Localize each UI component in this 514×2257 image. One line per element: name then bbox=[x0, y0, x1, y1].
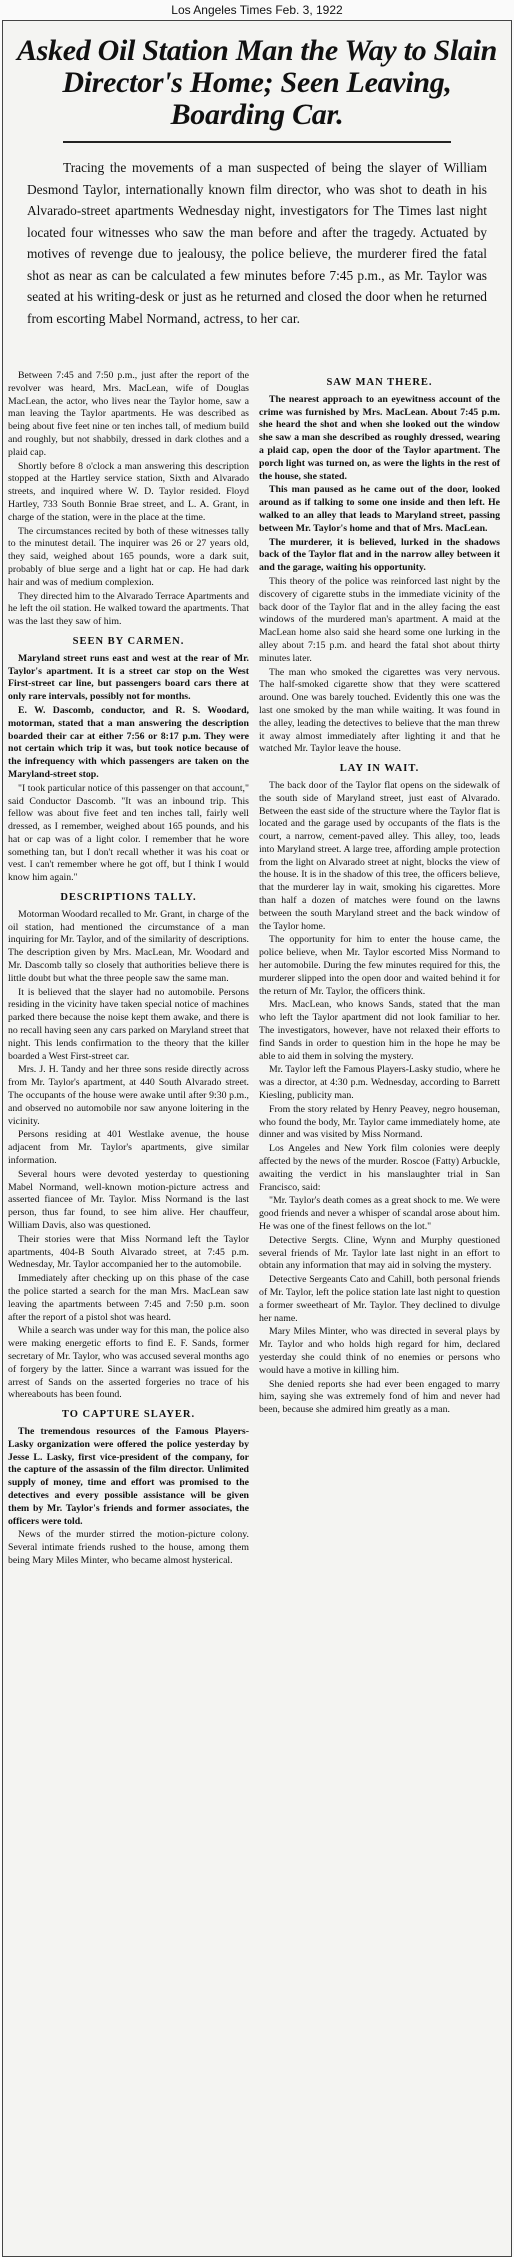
headline-rule bbox=[63, 141, 451, 143]
paragraph: Shortly before 8 o'clock a man answering this description stopped at the Hartley service station, Sixth and Alvarado streets, and inquired where W. D. Taylor resided. Floyd Hartley, 733 South Bonnie Brae street, and L. A. Grant, in charge of the station, were in the place at the time. bbox=[8, 460, 249, 523]
paragraph: "I took particular notice of this passenger on that account," said Conductor Dascomb. "It was an inbound trip. This fellow was about five feet and ten inches tall, fairly well dressed, as I remember, weighed about 165 pounds, and his hat or cap was of a light color. I remember that he wore something tan, but I don't recall whether it was his coat or vest. I can't remember where he got off, but I think I would know him again." bbox=[8, 782, 249, 884]
headline: Asked Oil Station Man the Way to Slain Director's Home; Seen Leaving, Boarding Car. bbox=[16, 34, 498, 131]
paragraph: The back door of the Taylor flat opens on the sidewalk of the south side of Maryland street, just east of Alvarado. Between the east side of the structure where the Taylor flat is located and the garage used by occupants of the flats is the court, a narrow, cement-paved alley. This alley, too, leads into Maryland street. A large tree, affording ample protection from the light on Alvarado street at night, blocks the view of the house. It is in the shadow of this tree, the officers believe, that the murderer lay in wait, smoking his cigarettes. More than half a dozen of matches were found on the lawns between the south Maryland street and the back window of the Taylor home. bbox=[259, 779, 500, 932]
lead-paragraph: Tracing the movements of a man suspected of being the slayer of William Desmond Taylor, internationally known film director, who was shot to death in his Alvarado-street apartments Wednesday night, investigators for The Times last night located four witnesses who saw the man before and after the tragedy. Actuated by motives of revenge due to jealousy, the police believe, the murderer fired the fatal shot as near as can be calculated a few minutes before 7:45 p.m., as Mr. Taylor was seated at his writing-desk or just as he returned and closed the door when he returned from escorting Mabel Normand, actress, to her car. bbox=[27, 160, 487, 326]
subheading: LAY IN WAIT. bbox=[339, 763, 420, 775]
paragraph: Maryland street runs east and west at the rear of Mr. Taylor's apartment. It is a street car stop on the West First-street car line, but passengers board cars there at only rare intervals, possibly not for months. bbox=[8, 652, 249, 703]
paragraph: Mrs. J. H. Tandy and her three sons reside directly across from Mr. Taylor's apartment, at 440 South Alvarado street. The occupants of the house were awake until after 9:30 p.m., and observed no automobile nor saw anyone loitering in the vicinity. bbox=[8, 1064, 249, 1127]
subheading: SAW MAN THERE. bbox=[326, 377, 433, 388]
paragraph: Their stories were that Miss Normand left the Taylor apartments, 404-B South Alvarado street, at 7:45 p.m. Wednesday, Mr. Taylor accompanied her to the automobile. bbox=[8, 1233, 249, 1271]
paragraph: The opportunity for him to enter the house came, the police believe, when Mr. Taylor escorted Miss Normand to her automobile. During the few minutes required for this, the murderer slipped into the open door and waited behind it for the return of Mr. Taylor, the officers think. bbox=[259, 934, 500, 997]
paragraph: While a search was under way for this man, the police also were making energetic efforts to find E. F. Sands, former secretary of Mr. Taylor, who was accused several months ago of forgery by the latter. Since a warrant was issued for the arrest of Sands on the asserted forgeries no trace of his whereabouts has been found. bbox=[8, 1325, 249, 1401]
paragraph: Motorman Woodard recalled to Mr. Grant, in charge of the oil station, had mentioned the circumstance of a man inquiring for Mr. Taylor, and of the similarity of descriptions. The description given by Mrs. MacLean, Mr. Woodard and Mr. Dascomb tally so closely that authorities believe there is little doubt but what the three people saw the same man. bbox=[8, 908, 249, 984]
paragraph: This theory of the police was reinforced last night by the discovery of cigarette stubs in the immediate vicinity of the back door of the Taylor flat and in the alley facing the east windows of the murdered man's apartment. A maid at the MacLean home also said she heard some one lurking in the alley about 7:15 p.m. and heard the fatal shot about thirty minutes later. bbox=[259, 575, 500, 664]
paragraph: They directed him to the Alvarado Terrace Apartments and he left the oil station. He walked toward the apartments. That was the last they saw of him. bbox=[8, 590, 249, 628]
paragraph: From the story related by Henry Peavey, negro houseman, who found the body, Mr. Taylor came immediately home, ate dinner and was visited by Miss Normand. bbox=[259, 1103, 500, 1141]
paragraph: The circumstances recited by both of these witnesses tally to the minutest detail. The inquirer was 26 or 27 years old, they said, weighed about 165 pounds, wore a dark suit, probably of blue serge and a light hat or cap. He had dark hair and was of medium complexion. bbox=[8, 525, 249, 588]
paragraph: The man who smoked the cigarettes was very nervous. The half-smoked cigarette show that they were scattered around. One was barely touched. Evidently this one was the last one smoked by the man while waiting. It was found in the alley, leading the detectives to believe that the man threw it away almost immediately after lighting it and that he watched Mr. Taylor leave the house. bbox=[259, 666, 500, 755]
paragraph: Several hours were devoted yesterday to questioning Mabel Normand, well-known motion-picture actress and asserted fiancee of Mr. Taylor. Miss Normand is the last person, thus far found, to see him alive. Her chauffeur, William Davis, also was questioned. bbox=[8, 1168, 249, 1231]
paragraph: Detective Sergeants Cato and Cahill, both personal friends of Mr. Taylor, left the police station late last night to question a former sweetheart of Mr. Taylor. They declined to divulge her name. bbox=[259, 1274, 500, 1324]
left-column bbox=[8, 370, 249, 1569]
paragraph: News of the murder stirred the motion-picture colony. Several intimate friends rushed to the house, among them being Mary Miles Minter, who became almost hysterical. bbox=[8, 1529, 249, 1566]
right-column bbox=[259, 370, 500, 1569]
paragraph: E. W. Dascomb, conductor, and R. S. Woodard, motorman, stated that a man answering the description boarded their car at either 7:56 or 8:17 p.m. They were not certain which trip it was, but took notice because of the infrequency with which passengers are taken on the Maryland-street stop. bbox=[8, 704, 249, 780]
subheading: TO CAPTURE SLAYER. bbox=[61, 1409, 196, 1421]
paragraph: "Mr. Taylor's death comes as a great shock to me. We were good friends and never a whisper of scandal arose about him. He was one of the finest fellows on the lot." bbox=[259, 1195, 500, 1232]
paragraph: The murderer, it is believed, lurked in the shadows back of the Taylor flat and in the narrow alley between it and the garage, waiting his opportunity. bbox=[259, 536, 500, 574]
subheading: SEEN BY CARMEN. bbox=[72, 635, 185, 647]
paragraph: The nearest approach to an eyewitness account of the crime was furnished by Mrs. MacLean. About 7:45 p.m. she heard the shot and when she looked out the window she saw a man she described as roughly dressed, wearing a plaid cap, open the door of the Taylor apartment. The porch light was turned on, as were the lights in the rest of the house, she stated. bbox=[259, 393, 500, 482]
paragraph: Mr. Taylor left the Famous Players-Lasky studio, where he was a director, at 4:30 p.m. Wednesday, according to Barrett Kiesling, publicity man. bbox=[259, 1064, 500, 1102]
paragraph: Los Angeles and New York film colonies were deeply affected by the news of the murder. Roscoe (Fatty) Arbuckle, awaiting the verdict in his manslaughter trial in San Francisco, said: bbox=[259, 1143, 500, 1193]
paragraph: Immediately after checking up on this phase of the case the police started a search for the man Mrs. MacLean saw leaving the apartments between 7:45 and 7:50 p.m. soon after the report of a pistol shot was heard. bbox=[8, 1273, 249, 1323]
subheading: DESCRIPTIONS TALLY. bbox=[60, 892, 197, 904]
paragraph: Detective Sergts. Cline, Wynn and Murphy questioned several friends of Mr. Taylor late last night in an effort to obtain any information that may aid in solving the mystery. bbox=[259, 1234, 500, 1272]
paragraph: The tremendous resources of the Famous Players-Lasky organization were offered the police yesterday by Jesse L. Lasky, first vice-president of the company, for the capture of the assassin of the film director. Unlimited supply of money, time and effort was promised to the detectives and every possible assistance will be given them by Mr. Taylor's friends and former associates, the officers were told. bbox=[8, 1425, 249, 1527]
paragraph: Mrs. MacLean, who knows Sands, stated that the man who left the Taylor apartment did not look familiar to her. The investigators, however, have not relaxed their efforts to find Sands in order to question him in the hope he may be able to aid them in solving the mystery. bbox=[259, 999, 500, 1062]
article-columns bbox=[8, 370, 500, 1569]
paragraph: It is believed that the slayer had no automobile. Persons residing in the vicinity have taken special notice of machines parked there because the noise kept them awake, and there is no recall having seen any cars parked on Maryland street that night. This lends confirmation to the theory that the killer boarded a West First-street car. bbox=[8, 986, 249, 1062]
paragraph: This man paused as he came out of the door, looked around as if talking to some one inside and then left. He walked to an alley that leads to Maryland street, passing between Mr. Taylor's home and that of Mrs. MacLean. bbox=[259, 484, 500, 534]
masthead: Los Angeles Times Feb. 3, 1922 bbox=[171, 3, 343, 17]
paragraph: Between 7:45 and 7:50 p.m., just after the report of the revolver was heard, Mrs. MacLean, wife of Douglas MacLean, the actor, who lives near the Taylor home, saw a man leaving the Taylor apartments. He was described as being about five feet nine or ten inches tall, of medium build and roughly, but not shabbily, dressed in dark clothes and a plaid cap. bbox=[8, 370, 249, 458]
paragraph: Mary Miles Minter, who was directed in several plays by Mr. Taylor and who holds high regard for him, declared yesterday she could think of no enemies or persons who would have a motive in killing him. bbox=[259, 1326, 500, 1376]
paragraph: She denied reports she had ever been engaged to marry him, saying she was extremely fond of him and never had been, because she admired him greatly as a man. bbox=[259, 1378, 500, 1416]
paragraph: Persons residing at 401 Westlake avenue, the house adjacent from Mr. Taylor's apartments, give similar information. bbox=[8, 1129, 249, 1167]
